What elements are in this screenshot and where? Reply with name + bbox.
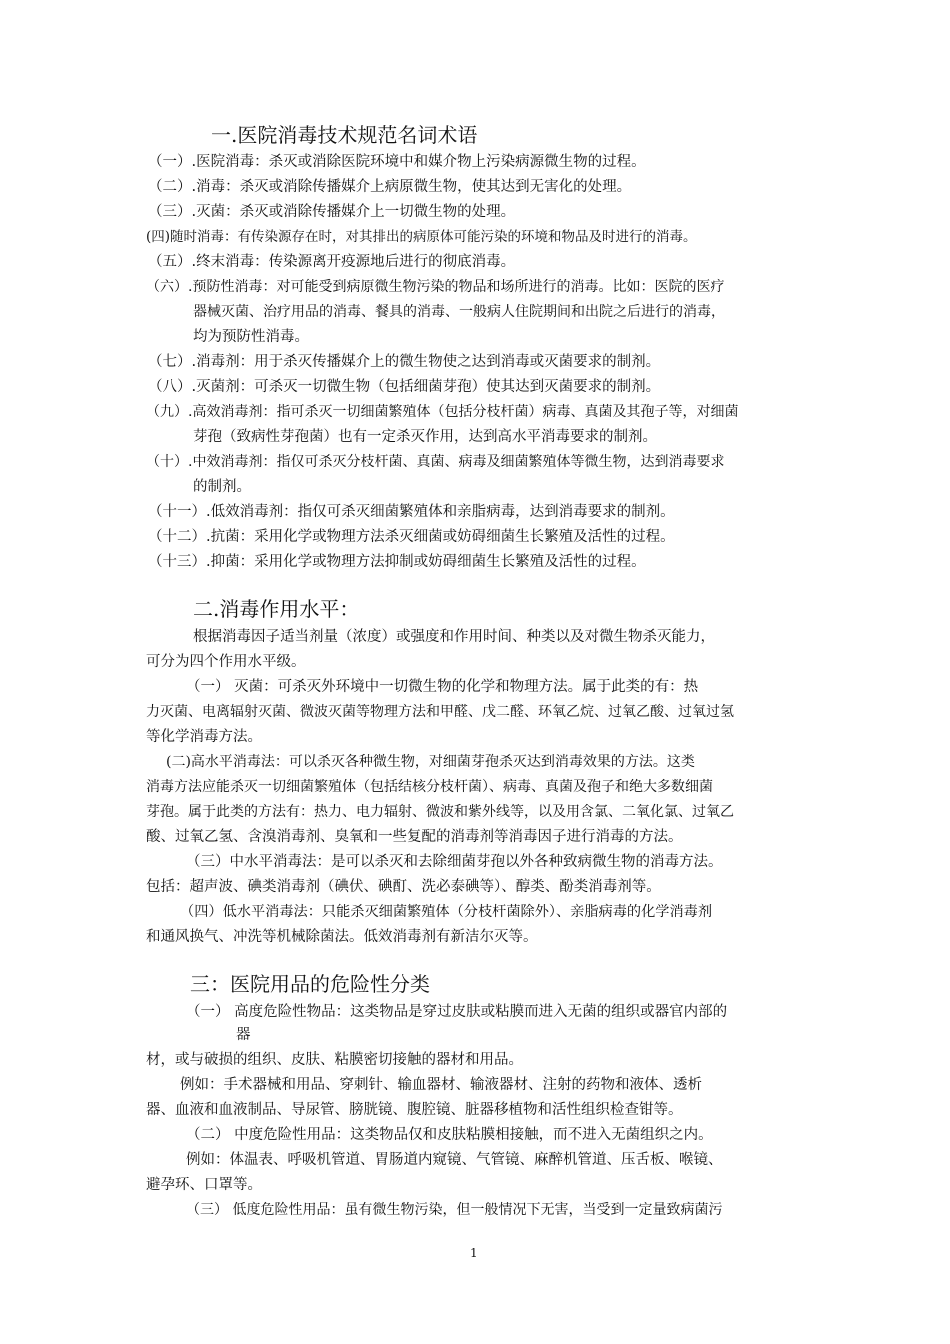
s2-line: 力灭菌、电离辐射灭菌、微波灭菌等物理方法和甲醛、戊二醛、环氧乙烷、过氧乙酸、过氧过氢	[146, 704, 734, 720]
s2-line: 和通风换气、冲洗等机械除菌法。低效消毒剂有新洁尔灭等。	[146, 929, 538, 945]
s1-line: （十一）.低效消毒剂：指仅可杀灭细菌繁殖体和亲脂病毒，达到消毒要求的制剂。	[148, 504, 675, 520]
s3-line: 例如：手术器械和用品、穿刺针、输血器材、输液器材、注射的药物和液体、透析	[180, 1077, 702, 1093]
s3-line: 器、血液和血液制品、导尿管、膀胱镜、腹腔镜、脏器移植物和活性组织检查钳等。	[146, 1102, 683, 1118]
s3-line: 材，或与破损的组织、皮肤、粘膜密切接触的器材和用品。	[146, 1052, 523, 1068]
s3-line: （二） 中度危险性用品：这类物品仅和皮肤粘膜相接触，而不进入无菌组织之内。	[186, 1127, 713, 1143]
s1-line: 芽孢（致病性芽孢菌）也有一定杀灭作用，达到高水平消毒要求的制剂。	[193, 429, 657, 445]
s2-line: （三）中水平消毒法：是可以杀灭和去除细菌芽孢以外各种致病微生物的消毒方法。	[186, 854, 723, 870]
s1-line: (四)随时消毒：有传染源存在时，对其排出的病原体可能污染的环境和物品及时进行的消毒。	[146, 229, 697, 245]
s1-line: 的制剂。	[193, 479, 251, 495]
s3-line: （一） 高度危险性物品：这类物品是穿过皮肤或粘膜而进入无菌的组织或器官内部的	[186, 1004, 728, 1020]
s3-line: 器	[236, 1027, 251, 1043]
s1-line: （六）.预防性消毒：对可能受到病原微生物污染的物品和场所进行的消毒。比如：医院的医疗	[146, 279, 725, 295]
s1-line: （二）.消毒：杀灭或消除传播媒介上病原微生物，使其达到无害化的处理。	[148, 179, 632, 195]
s1-line: （一）.医院消毒：杀灭或消除医院环境中和媒介物上污染病源微生物的过程。	[148, 154, 646, 170]
s3-line: 例如：体温表、呼吸机管道、胃肠道内窥镜、气管镜、麻醉机管道、压舌板、喉镜、	[186, 1152, 723, 1168]
s2-line: 包括：超声波、碘类消毒剂（碘伏、碘酊、洗必泰碘等）、醇类、酚类消毒剂等。	[146, 879, 661, 895]
s3-line: 避孕环、口罩等。	[146, 1177, 262, 1193]
s1-line: 器械灭菌、治疗用品的消毒、餐具的消毒、一般病人住院期间和出院之后进行的消毒，	[193, 304, 725, 320]
s2-line: 芽孢。属于此类的方法有：热力、电力辐射、微波和紫外线等，以及用含氯、二氧化氯、过氧乙	[146, 804, 734, 820]
s1-line: （七）.消毒剂：用于杀灭传播媒介上的微生物使之达到消毒或灭菌要求的制剂。	[148, 354, 661, 370]
s3-line: （三） 低度危险性用品：虽有微生物污染，但一般情况下无害，当受到一定量致病菌污	[186, 1202, 723, 1218]
s2-line: (二)高水平消毒法：可以杀灭各种微生物，对细菌芽孢杀灭达到消毒效果的方法。这类	[166, 754, 695, 770]
s1-line: 均为预防性消毒。	[193, 329, 309, 345]
section-3-title: 三：医院用品的危险性分类	[190, 972, 430, 996]
page-number: 1	[470, 1246, 478, 1260]
s1-line: （五）.终末消毒：传染源离开疫源地后进行的彻底消毒。	[148, 254, 516, 270]
section-1-title: 一.医院消毒技术规范名词术语	[211, 123, 478, 147]
s1-line: （十）.中效消毒剂：指仅可杀灭分枝杆菌、真菌、病毒及细菌繁殖体等微生物，达到消毒要求	[146, 454, 725, 470]
section-2-title: 二.消毒作用水平：	[193, 597, 360, 621]
s2-line: （一） 灭菌：可杀灭外环境中一切微生物的化学和物理方法。属于此类的有：热	[186, 679, 699, 695]
s1-line: （十三）.抑菌：采用化学或物理方法抑制或妨碍细菌生长繁殖及活性的过程。	[148, 554, 646, 570]
s2-line: 消毒方法应能杀灭一切细菌繁殖体（包括结核分枝杆菌）、病毒、真菌及孢子和绝大多数细菌	[146, 779, 713, 795]
s1-line: （三）.灭菌：杀灭或消除传播媒介上一切微生物的处理。	[148, 204, 516, 220]
s1-line: （八）.灭菌剂：可杀灭一切微生物（包括细菌芽孢）使其达到灭菌要求的制剂。	[148, 379, 661, 395]
s2-line: 酸、过氧乙氢、含溴消毒剂、臭氧和一些复配的消毒剂等消毒因子进行消毒的方法。	[146, 829, 683, 845]
s1-line: （十二）.抗菌：采用化学或物理方法杀灭细菌或妨碍细菌生长繁殖及活性的过程。	[148, 529, 675, 545]
s2-line: 可分为四个作用水平级。	[146, 654, 306, 670]
s2-line: 根据消毒因子适当剂量（浓度）或强度和作用时间、种类以及对微生物杀灭能力，	[193, 629, 715, 645]
s2-line: （四）低水平消毒法：只能杀灭细菌繁殖体（分枝杆菌除外）、亲脂病毒的化学消毒剂	[180, 904, 713, 920]
s2-line: 等化学消毒方法。	[146, 729, 262, 745]
s1-line: （九）.高效消毒剂：指可杀灭一切细菌繁殖体（包括分枝杆菌）病毒、真菌及其孢子等，对细菌	[146, 404, 739, 420]
